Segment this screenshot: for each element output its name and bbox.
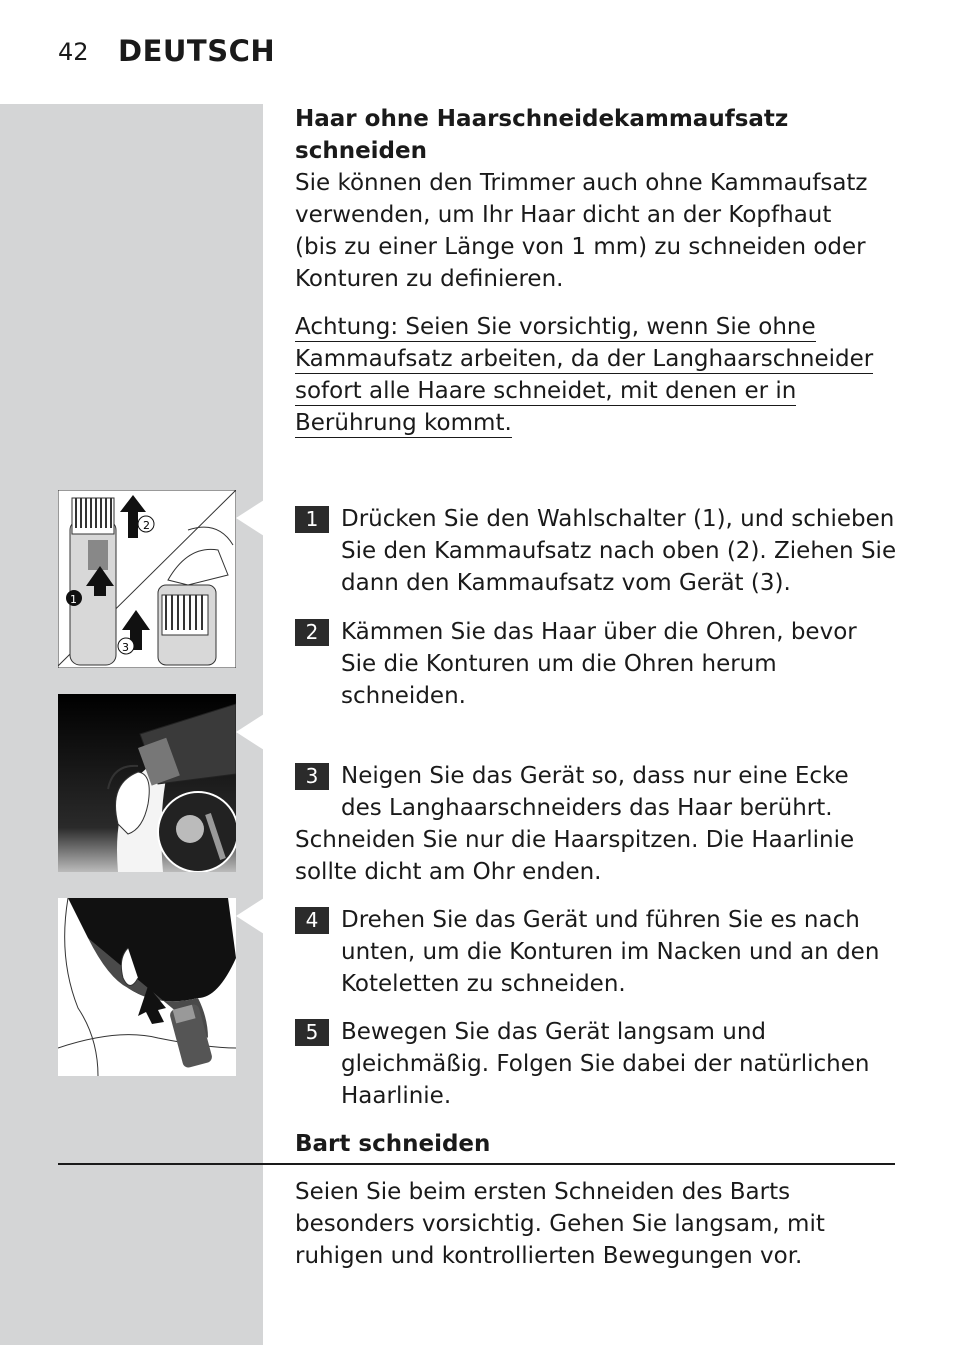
figure-label-1: 1 [70, 593, 77, 606]
section-body: Sie können den Trimmer auch ohne Kammaufsatz verwenden, um Ihr Haar dicht an der Kopfhaut (bis zu einer Länge von 1 mm) zu schneiden oder Konturen zu definieren. [295, 170, 868, 292]
figure-pointer [236, 898, 264, 934]
section-beard-title: Bart schneiden [295, 1131, 491, 1157]
warning-line: Achtung: Seien Sie vorsichtig, wenn Sie ohne [295, 314, 816, 340]
warning-line: Berührung kommt. [295, 410, 512, 436]
figure-pointer [236, 714, 264, 750]
step-text: Kämmen Sie das Haar über die Ohren, bevor Sie die Konturen um die Ohren herum schneiden. [341, 619, 857, 709]
step-note: Schneiden Sie nur die Haarspitzen. Die Haarlinie sollte dicht am Ohr enden. [295, 827, 855, 885]
warning-line: sofort alle Haare schneidet, mit denen er in [295, 378, 797, 404]
figure-label-3: 3 [122, 641, 129, 654]
page-number: 42 [58, 38, 89, 66]
step-number: 1 [295, 506, 329, 533]
figure-pointer [236, 500, 264, 536]
step-5 [295, 1016, 905, 1112]
step-text: Bewegen Sie das Gerät langsam und gleichmäßig. Folgen Sie dabei der natürlichen Haarlinie. [341, 1019, 870, 1109]
step-text: Neigen Sie das Gerät so, dass nur eine Ecke des Langhaarschneiders das Haar berührt. [341, 763, 849, 821]
figure-remove-comb [58, 490, 236, 668]
step-1 [295, 503, 905, 599]
section-title: Haar ohne Haarschneidekammaufsatz schneiden [295, 106, 789, 164]
figure-label-2: 2 [143, 519, 150, 532]
figure-trim-neck [58, 898, 236, 1076]
step-text: Drehen Sie das Gerät und führen Sie es nach unten, um die Konturen im Nacken und an den Koteletten zu schneiden. [341, 907, 880, 997]
step-text: Drücken Sie den Wahlschalter (1), und schieben Sie den Kammaufsatz nach oben (2). Ziehen Sie dann den Kammaufsatz vom Gerät (3). [341, 506, 897, 596]
step-3 [295, 760, 905, 888]
language-heading: DEUTSCH [118, 34, 276, 68]
step-4 [295, 904, 905, 1000]
section-haircut-without-comb [295, 103, 905, 295]
figure-trim-ear [58, 694, 236, 872]
warning-text [295, 311, 905, 439]
step-number: 2 [295, 619, 329, 646]
section-beard-body: Seien Sie beim ersten Schneiden des Barts besonders vorsichtig. Gehen Sie langsam, mit ruhigen und kontrollierten Bewegungen vor. [295, 1179, 825, 1269]
step-number: 5 [295, 1019, 329, 1046]
step-number: 4 [295, 907, 329, 934]
divider-line [58, 1163, 895, 1165]
warning-line: Kammaufsatz arbeiten, da der Langhaarschneider [295, 346, 874, 372]
step-number: 3 [295, 763, 329, 790]
step-2 [295, 616, 905, 712]
